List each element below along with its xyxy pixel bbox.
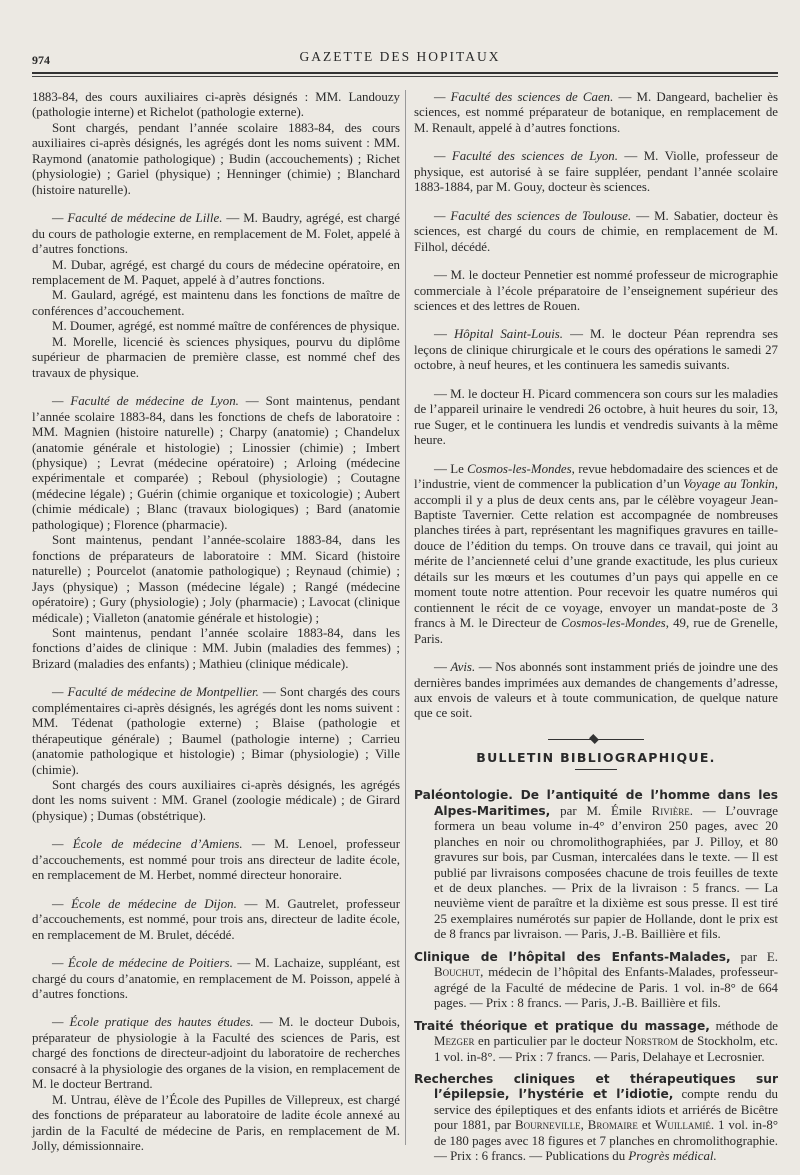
paragraph: — École de médecine de Poitiers. — M. Lachaize, suppléant, est chargé du cours d’anatomie, en remplacement de M. Poisson, appelé à d’autres fonctions. (32, 956, 400, 1002)
paragraph: — École de médecine de Dijon. — M. Gautrelet, professeur d’accouchements, est nommé, pour trois ans, directeur de ladite école, en remplacement de M. Brulet, décédé. (32, 896, 400, 942)
left-column (32, 90, 400, 1155)
paragraph: — M. le docteur H. Picard commencera son cours sur les maladies de l’appareil urinaire le vendredi 26 octobre, à huit heures du soir, 13, rue Suger, et le continuera les lundis et vendredis suivants à la même heure. (414, 386, 779, 448)
header-rule-thin (32, 76, 778, 77)
bibliography-entry: Clinique de l’hôpital des Enfants-Malades, par E. Bouchut, médecin de l’hôpital des Enfants-Malades, professeur-agrégé de la Faculté de médecine de Paris. 1 vol. in-8° de 664 pages. — Prix : 8 francs. — Paris, J.-B. Baillière et fils. (414, 949, 778, 1011)
paragraph: Sont maintenus, pendant l’année-scolaire 1883-84, dans les fonctions de préparateurs de laboratoire : MM. Sicard (histoire naturelle) ; Pourcelot (anatomie pathologique) ; Reynaud (chimie) ; Jays (physique) ; Masson (médecine légale) ; Rangé (médecine opératoire) ; Gury (physiologie) ; Joly (pharmacie) ; Lavocat (clinique médicale) ; Vialleton (anatomie générale et histologie) ; (32, 533, 400, 625)
section-title: BULLETIN BIBLIOGRAPHIQUE. (476, 749, 716, 765)
bibliography-entry: Recherches cliniques et thérapeutiques sur l’épilepsie, l’hystérie et l’idiotie, compte rendu du service des épileptiques et des enfants idiots et arriérés de Bicêtre pour 1881, par Bourneville, Bromaire et Wuillamié. 1 vol. in-8° de 180 pages avec 18 figures et 7 planches en chromolithographie. — Prix : 6 francs. — Publications du Progrès médical. (414, 1072, 779, 1164)
paragraph: — Faculté de médecine de Montpellier. — Sont chargés des cours complémentaires ci-après désignés, les agrégés dont les noms suivent : MM. Tédenat (pathologie externe) ; Blaise (pathologie et thérapeutique générale) ; Baumel (pathologie interne) ; Carrieu (anatomie pathologique et histologie) ; Bimar (physiologie) ; Ville (chimie). (32, 685, 400, 777)
paragraph: 1883-84, des cours auxiliaires ci-après désignés : MM. Landouzy (pathologie interne) et Richelot (pathologie externe). (32, 90, 400, 120)
paragraph: — Faculté des sciences de Toulouse. — M. Sabatier, docteur ès sciences, est chargé du cours de chimie, en remplacement de M. Filhol, décédé. (414, 208, 778, 254)
bibliography-entry: Traité théorique et pratique du massage, méthode de Mezger en particulier par le docteur Norstrom de Stockholm, etc. 1 vol. in-8°. — Prix : 7 francs. — Paris, Delahaye et Lecrosnier. (414, 1018, 778, 1064)
paragraph: — Hôpital Saint-Louis. — M. le docteur Péan reprendra ses leçons de clinique chirurgicale et le cours des opérations le samedi 27 octobre, à neuf heures, et les continuera les samedis suivants. (414, 327, 779, 373)
bibliography-entry: Paléontologie. De l’antiquité de l’homme dans les Alpes-Maritimes, par M. Émile Rivière. — L’ouvrage formera un beau volume in-4° d’environ 250 pages, avec 20 planches en noir ou chromolithographiées, par J. Pilloy, et 80 gravures sur bois, par Cusman, intercalées dans le texte. — Il est publié par livraisons composées chacune de trois feuilles de texte et de deux planches. — Prix de la livraison : 5 francs. — La neuvième vient de paraître et la dixième est sous presse. Il est tiré 25 exemplaires numérotés sur papier de Hollande, dont le prix est de 8 francs par livraison. — Paris, J.-B. Baillière et fils. (414, 788, 778, 942)
paragraph: M. Untrau, élève de l’École des Pupilles de Villepreux, est chargé des fonctions de préparateur au laboratoire de ladite école annexé au jardin de la Faculté de médecine de Paris, en remplacement de M. Jolly, démissionnaire. (32, 1092, 400, 1154)
paragraph: — École pratique des hautes études. — M. le docteur Dubois, préparateur de physiologie à la Faculté des sciences de Paris, est chargé des fonctions de directeur-adjoint du laboratoire de recherches consacré à la physiologie des organes de la vision, en remplacement de M. le docteur Bertrand. (32, 1015, 400, 1092)
page-number: 974 (32, 53, 50, 67)
paragraph: Sont chargés, pendant l’année scolaire 1883-84, des cours auxiliaires ci-après désignés, les agrégés dont les noms suivent : MM. Raymond (anatomie pathologique) ; Budin (accouchements) ; Richet (physiologie) ; Gariel (physique) ; Henninger (chimie) ; Blanchard (histoire naturelle). (32, 120, 400, 197)
paragraph: M. Morelle, licencié ès sciences physiques, pourvu du diplôme supérieur de pharmacien de première classe, est nommé chef des travaux de physique. (32, 334, 400, 380)
running-head: GAZETTE DES HOPITAUX (299, 49, 501, 64)
paragraph: — École de médecine d’Amiens. — M. Lenoel, professeur d’accouchements, est nommé pour trois ans directeur de ladite école, en remplacement de M. Herbet, nommé directeur honoraire. (32, 837, 400, 883)
paragraph: — Faculté des sciences de Lyon. — M. Violle, professeur de physique, est autorisé à se faire suppléer, pendant l’année scolaire 1883-1884, par M. Gouy, docteur ès sciences. (414, 149, 778, 195)
title-underline (575, 769, 617, 770)
paragraph: — Avis. — Nos abonnés sont instamment priés de joindre une des dernières bandes imprimées aux demandes de changements d’adresse, aux envois de valeurs et à toute communication, de quelque nature que ce soit. (414, 660, 778, 721)
paragraph: — M. le docteur Pennetier est nommé professeur de micrographie commerciale à l’école préparatoire de l’enseignement supérieur des sciences et des lettres de Rouen. (414, 268, 778, 313)
paragraph: Sont maintenus, pendant l’année scolaire 1883-84, dans les fonctions d’aides de clinique : MM. Jubin (maladies des femmes) ; Brizard (maladies des enfants) ; Mathieu (clinique médicale). (32, 625, 400, 671)
paragraph: — Le Cosmos-les-Mondes, revue hebdomadaire des sciences et de l’industrie, vient de commencer la publication d’un Voyage au Tonkin, accompli il y a plus de deux cents ans, par le célèbre voyageur Jean-Baptiste Tavernier. Cette relation est accompagnée de nombreuses planches tirées à part, représentant les magnifiques gravures en taille-douce de l’édition du temps. On trouve dans ce travail, qui joint au mérite de l’ancienneté celui d’une grande exactitude, les plus curieux détails sur les mœurs et les coutumes d’un pays qui appelle en ce moment toute notre attention. Pour recevoir les quatre numéros qui contiennent le récit de ce voyage, envoyer un mandat-poste de 3 francs à M. le Directeur de Cosmos-les-Mondes, 49, rue de Grenelle, Paris. (414, 461, 778, 646)
paragraph: — Faculté de médecine de Lyon. — Sont maintenus, pendant l’année scolaire 1883-84, dans les fonctions de chefs de laboratoire : MM. Magnien (histoire naturelle) ; Charpy (anatomie) ; Chandelux (anatomie générale et histologie) ; Linossier (chimie) ; Imbert (physique) ; Levrat (médecine opératoire) ; Arloing (médecine expérimentale et comparée) ; Reboul (physiologie) ; Coutagne (médecine légale) ; Guérin (chimie organique et toxicologie) ; Aubert (chimie médicale) ; Blanc (travaux biologiques) ; Bard (anatomie pathologique) ; Florence (pharmacie). (32, 394, 401, 532)
paragraph: M. Doumer, agrégé, est nommé maître de conférences de physique. (52, 319, 400, 334)
section-separator (548, 736, 644, 744)
paragraph: M. Gaulard, agrégé, est maintenu dans les fonctions de maître de conférences d’accouchement. (32, 288, 400, 318)
paragraph: — Faculté de médecine de Lille. — M. Baudry, agrégé, est chargé du cours de pathologie externe, en remplacement de M. Folet, appelé à d’autres fonctions. (32, 211, 400, 257)
paragraph: — Faculté des sciences de Caen. — M. Dangeard, bachelier ès sciences, est nommé préparateur de botanique, en remplacement de M. Renault, appelé à d’autres fonctions. (414, 90, 778, 135)
right-column (414, 90, 778, 1165)
column-divider (405, 90, 406, 1145)
paragraph: M. Dubar, agrégé, est chargé du cours de médecine opératoire, en remplacement de M. Paquet, appelé à d’autres fonctions. (32, 257, 400, 287)
header-rule-thick (32, 72, 778, 74)
paragraph: Sont chargés des cours auxiliaires ci-après désignés, les agrégés dont les noms suivent : MM. Granel (zoologie médicale) ; de Girard (physique) ; Dumas (obstétrique). (32, 778, 400, 823)
